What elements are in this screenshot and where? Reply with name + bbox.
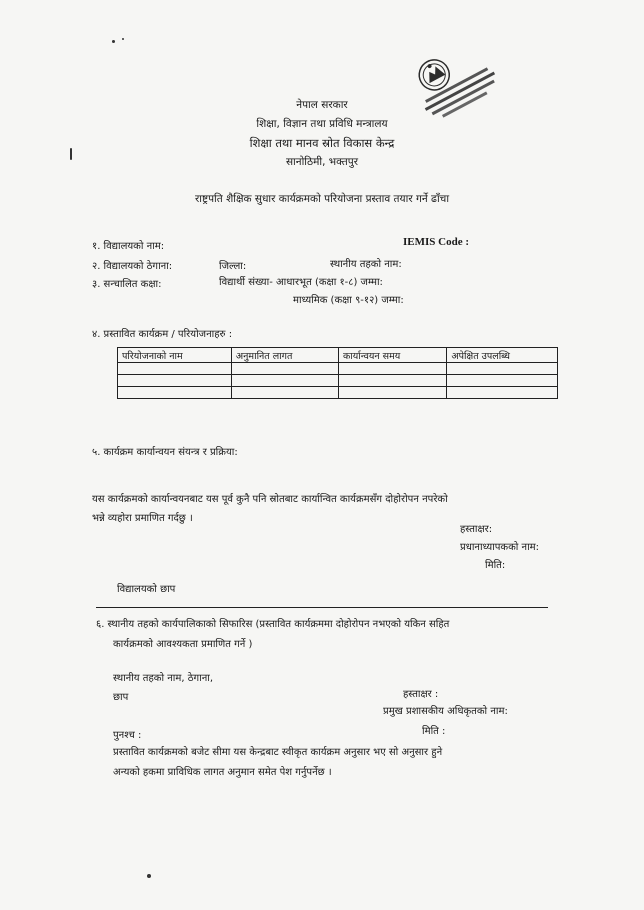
local-stamp-label: छाप <box>113 692 129 703</box>
students-basic-label: विद्यार्थी संख्या- आधारभूत (कक्षा १-८) जम्मा: <box>219 277 383 288</box>
table-cell[interactable] <box>339 387 447 399</box>
government-seal-logo <box>408 44 504 128</box>
table-row <box>118 363 558 375</box>
scan-speck <box>112 40 115 43</box>
table-cell[interactable] <box>447 387 558 399</box>
col-project-name: परियोजनाको नाम <box>118 348 232 363</box>
form-title: राष्ट्रपति शैक्षिक सुधार कार्यक्रमको परियोजना प्रस्ताव तयार गर्ने ढाँचा <box>194 193 450 205</box>
section6-heading-line-2: कार्यक्रमको आवश्यकता प्रमाणित गर्ने ) <box>113 639 253 650</box>
table-cell[interactable] <box>231 387 338 399</box>
district-label: जिल्ला: <box>219 261 247 272</box>
header-govt: नेपाल सरकार <box>296 99 348 111</box>
table-cell[interactable] <box>447 375 558 387</box>
postscript-line-1: प्रस्तावित कार्यक्रमको बजेट सीमा यस केन्द्रबाट स्वीकृत कार्यक्रम अनुसार भए सो अनुसार हुने <box>113 747 443 758</box>
table-cell[interactable] <box>231 375 338 387</box>
scan-speck <box>70 148 72 160</box>
school-address-label: २. विद्यालयको ठेगाना: <box>92 261 173 272</box>
classes-label: ३. सन्चालित कक्षा: <box>92 279 162 290</box>
table-row <box>118 375 558 387</box>
table-cell[interactable] <box>118 387 232 399</box>
section6-heading-line-1: ६. स्थानीय तहको कार्यपालिकाको सिफारिस (प्रस्तावित कार्यक्रममा दोहोरोपन नभएको यकिन सहित <box>96 619 450 630</box>
school-stamp-label: विद्यालयको छाप <box>117 584 176 595</box>
postscript-line-2: अन्यको हकमा प्राविधिक लागत अनुमान समेत पेश गर्नुपर्नेछ । <box>113 767 332 778</box>
declaration-line-1: यस कार्यक्रमको कार्यान्वयनबाट यस पूर्व कुनै पनि स्रोतबाट कार्यान्वित कार्यक्रमसँग दोहोरोपन नपरेको <box>92 494 448 505</box>
officer-signature-label: हस्ताक्षर : <box>403 689 439 700</box>
scan-speck <box>147 874 151 878</box>
officer-name-label: प्रमुख प्रशासकीय अधिकृतको नाम: <box>383 706 508 717</box>
table-row <box>118 387 558 399</box>
header-ministry: शिक्षा, विज्ञान तथा प्रविधि मन्त्रालय <box>256 118 388 130</box>
table-cell[interactable] <box>118 375 232 387</box>
scan-speck <box>122 38 124 40</box>
principal-name-label: प्रधानाध्यापकको नाम: <box>460 542 540 553</box>
col-estimated-cost: अनुमानित लागत <box>231 348 338 363</box>
section5-heading: ५. कार्यक्रम कार्यान्वयन संयन्त्र र प्रक्रिया: <box>92 447 238 458</box>
header-center: शिक्षा तथा मानव स्रोत विकास केन्द्र <box>249 136 395 150</box>
table-cell[interactable] <box>447 363 558 375</box>
local-level-label: स्थानीय तहको नाम: <box>330 259 402 270</box>
header-location: सानोठिमी, भक्तपुर <box>285 156 359 168</box>
local-name-address-label: स्थानीय तहको नाम, ठेगाना, <box>113 673 214 684</box>
col-implementation-time: कार्यान्वयन समय <box>339 348 447 363</box>
table-cell[interactable] <box>339 363 447 375</box>
postscript-label: पुनश्च : <box>113 730 142 741</box>
table-cell[interactable] <box>339 375 447 387</box>
table-cell[interactable] <box>231 363 338 375</box>
principal-signature-label: हस्ताक्षर: <box>460 524 493 535</box>
principal-date-label: मिति: <box>485 560 506 571</box>
declaration-line-2: भन्ने व्यहोरा प्रमाणित गर्दछु । <box>92 513 193 524</box>
iemis-code-label: IEMIS Code : <box>403 236 470 248</box>
project-table <box>117 347 558 399</box>
table-cell[interactable] <box>118 363 232 375</box>
table-header-row <box>118 348 558 363</box>
students-secondary-label: माध्यमिक (कक्षा ९-१२) जम्मा: <box>293 295 404 306</box>
school-name-label: १. विद्यालयको नाम: <box>92 241 165 252</box>
officer-date-label: मिति : <box>422 726 446 737</box>
section-divider <box>96 607 548 608</box>
section4-heading: ४. प्रस्तावित कार्यक्रम / परियोजनाहरु : <box>92 329 233 340</box>
col-expected-outcome: अपेक्षित उपलब्धि <box>447 348 558 363</box>
